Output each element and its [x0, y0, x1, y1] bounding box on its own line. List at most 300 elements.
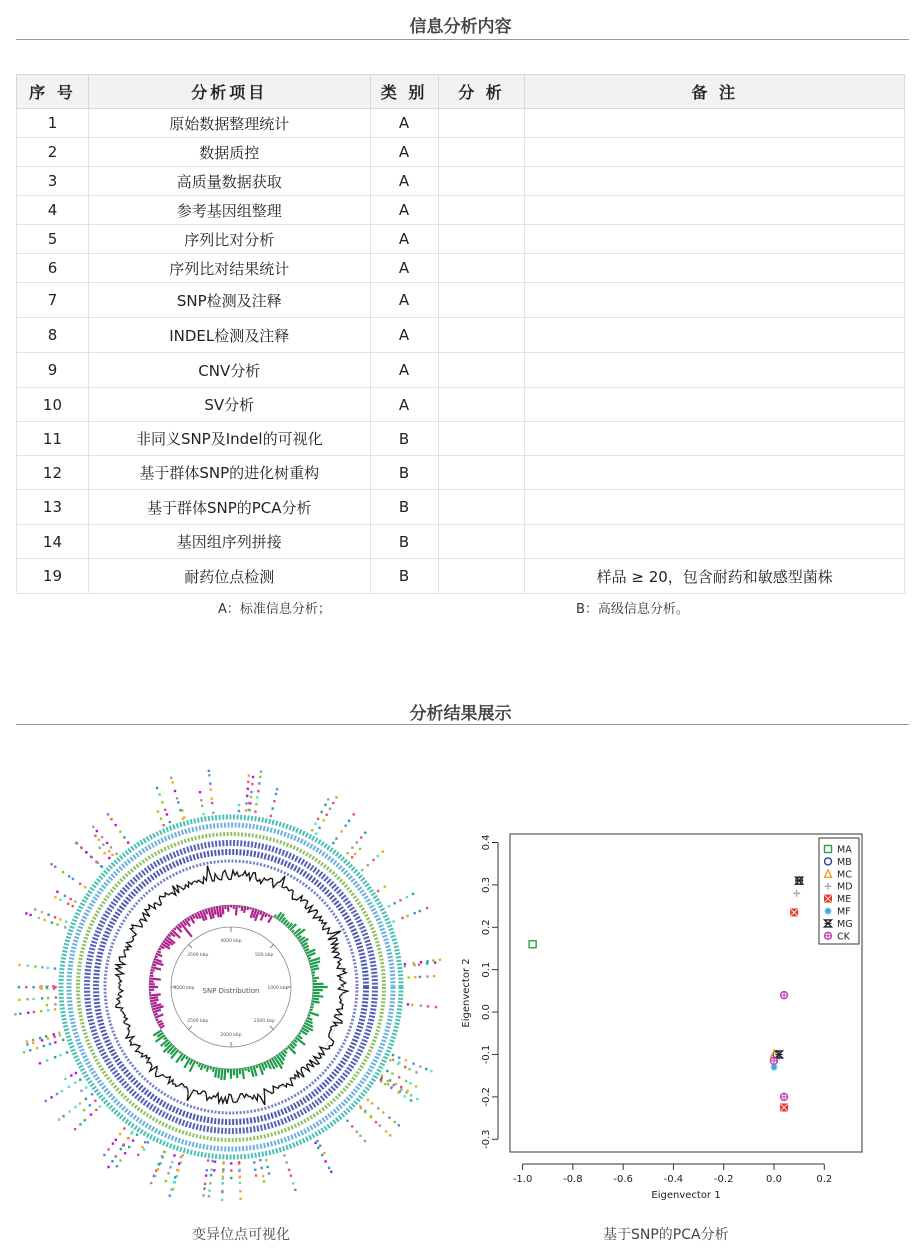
gc-skew-bar: [149, 978, 160, 979]
table-row: [17, 138, 905, 167]
variant-site-dot: [388, 905, 390, 907]
variant-site-dot: [367, 1099, 369, 1101]
table-row: [17, 283, 905, 318]
variant-site-dot: [127, 1137, 129, 1139]
variant-site-dot: [27, 1012, 29, 1014]
cell-note: [525, 138, 905, 167]
variant-site-dot: [159, 1162, 161, 1164]
table-row: [17, 490, 905, 525]
scale-tick-label: 2000 kbp: [220, 1033, 242, 1038]
variant-site-dot: [32, 998, 34, 1000]
cell-category: B: [370, 490, 438, 525]
scale-tick-label: 1000 kbp: [267, 986, 289, 991]
cell-note: [525, 167, 905, 196]
point-md: [793, 890, 800, 897]
variant-site-dot: [252, 776, 254, 778]
legend-label: CK: [837, 931, 850, 943]
variant-site-dot: [413, 964, 415, 966]
variant-site-dot: [27, 965, 29, 967]
variant-site-dot: [95, 1109, 97, 1111]
gc-skew-bar: [305, 949, 309, 951]
variant-site-dot: [372, 859, 374, 861]
variant-site-dot: [33, 1011, 35, 1013]
x-tick-label: -1.0: [512, 1174, 533, 1185]
variant-site-dot: [238, 810, 240, 812]
cell-analysis: [438, 353, 525, 388]
variant-site-dot: [213, 1169, 215, 1171]
table-row: [17, 559, 905, 594]
point-ck: [771, 1057, 778, 1064]
variant-site-dot: [239, 1182, 241, 1184]
variant-site-dot: [112, 1142, 114, 1144]
variant-site-dot: [169, 1166, 171, 1168]
variant-site-dot: [335, 837, 337, 839]
header-category: 类 别: [370, 75, 438, 109]
variant-site-dot: [290, 1174, 292, 1176]
variant-site-dot: [385, 1130, 387, 1132]
header-item: 分析项目: [88, 75, 370, 109]
variant-site-dot: [315, 832, 317, 834]
cell-analysis: [438, 109, 525, 138]
variant-site-dot: [275, 793, 277, 795]
cell-no: 10: [17, 388, 89, 422]
variant-site-dot: [329, 808, 331, 810]
variant-site-dot: [390, 1087, 392, 1089]
variant-site-dot: [273, 800, 275, 802]
cell-no: 14: [17, 525, 89, 559]
variant-site-dot: [239, 1190, 241, 1192]
variant-site-dot: [41, 966, 43, 968]
variant-site-dot: [174, 1176, 176, 1178]
variant-site-dot: [85, 1086, 87, 1088]
cell-item: 参考基因组整理: [88, 196, 370, 225]
variant-site-dot: [356, 1130, 358, 1132]
variant-site-dot: [180, 1156, 182, 1158]
gc-skew-bar: [153, 1010, 161, 1013]
variant-site-dot: [238, 1161, 240, 1163]
variant-site-dot: [74, 1106, 76, 1108]
cell-category: A: [370, 283, 438, 318]
gc-skew-bar: [151, 970, 155, 971]
variant-site-dot: [389, 1059, 391, 1061]
point-me: [791, 909, 798, 916]
variant-site-dot: [32, 1039, 34, 1041]
variant-site-dot: [222, 1170, 224, 1172]
variant-site-dot: [271, 807, 273, 809]
variant-site-dot: [74, 1082, 76, 1084]
variant-site-dot: [54, 916, 56, 918]
variant-site-dot: [43, 919, 45, 921]
cell-analysis: [438, 254, 525, 283]
cell-no: 11: [17, 422, 89, 456]
table-row: [17, 225, 905, 254]
variant-site-dot: [430, 1070, 432, 1072]
table-row: [17, 254, 905, 283]
cell-analysis: [438, 388, 525, 422]
gc-skew-bar: [151, 967, 161, 969]
variant-site-dot: [399, 899, 401, 901]
gc-skew-bar: [284, 1050, 287, 1054]
variant-site-dot: [322, 819, 324, 821]
variant-site-dot: [179, 809, 181, 811]
variant-site-dot: [84, 1119, 86, 1121]
variant-site-dot: [230, 1177, 232, 1179]
variant-site-dot: [156, 787, 158, 789]
table-row: [17, 196, 905, 225]
variant-site-dot: [328, 1167, 330, 1169]
variant-site-dot: [238, 1168, 240, 1170]
variant-site-dot: [371, 1102, 373, 1104]
variant-site-dot: [72, 905, 74, 907]
variant-site-dot: [410, 1099, 412, 1101]
gc-skew-bar: [247, 907, 248, 910]
variant-site-dot: [415, 1085, 417, 1087]
cell-note: [525, 109, 905, 138]
variant-site-dot: [392, 920, 394, 922]
variant-site-dot: [330, 1171, 332, 1173]
variant-site-dot: [200, 799, 202, 801]
cell-item: SV分析: [88, 388, 370, 422]
variant-site-dot: [270, 815, 272, 817]
variant-site-dot: [160, 818, 162, 820]
variant-site-dot: [64, 1078, 66, 1080]
header-no: 序 号: [17, 75, 89, 109]
legend-label: MF: [837, 906, 851, 918]
variant-site-dot: [111, 854, 113, 856]
cell-note: [525, 490, 905, 525]
gc-skew-bar: [154, 1014, 158, 1015]
variant-site-dot: [211, 797, 213, 799]
variant-site-dot: [317, 818, 319, 820]
variant-site-dot: [127, 841, 129, 843]
variant-site-dot: [260, 771, 262, 773]
variant-site-dot: [416, 1098, 418, 1100]
cell-note: [525, 456, 905, 490]
gc-skew-bar: [193, 915, 195, 919]
legend-label: MD: [837, 881, 853, 893]
variant-site-dot: [247, 788, 249, 790]
variant-site-dot: [62, 1115, 64, 1117]
variant-site-dot: [208, 1195, 210, 1197]
variant-site-dot: [123, 1127, 125, 1129]
gc-skew-bar: [151, 1003, 157, 1004]
variant-site-dot: [239, 1176, 241, 1178]
variant-site-dot: [141, 1146, 143, 1148]
variant-site-dot: [47, 997, 49, 999]
variant-site-dot: [404, 965, 406, 967]
variant-site-dot: [182, 818, 184, 820]
variant-site-dot: [154, 1175, 156, 1177]
gc-skew-bar: [206, 909, 208, 914]
variant-site-dot: [389, 1079, 391, 1081]
pca-scatter-plot: [455, 812, 885, 1232]
variant-site-dot: [250, 791, 252, 793]
variant-site-dot: [101, 865, 103, 867]
variant-site-dot: [420, 1004, 422, 1006]
variant-site-dot: [162, 1156, 164, 1158]
variant-site-dot: [360, 836, 362, 838]
variant-site-dot: [68, 1086, 70, 1088]
variant-site-dot: [62, 1039, 64, 1041]
cell-item: 耐药位点检测: [88, 559, 370, 594]
variant-site-dot: [356, 841, 358, 843]
variant-site-dot: [201, 805, 203, 807]
gc-skew-bar: [299, 1033, 301, 1034]
legend-label: MB: [837, 856, 852, 868]
variant-site-dot: [254, 1169, 256, 1171]
variant-site-dot: [283, 1154, 285, 1156]
variant-site-dot: [285, 1161, 287, 1163]
cell-category: A: [370, 353, 438, 388]
variant-site-dot: [173, 1181, 175, 1183]
variant-site-dot: [398, 1061, 400, 1063]
variant-site-dot: [169, 1194, 171, 1196]
gc-skew-bar: [205, 1065, 206, 1068]
gc-skew-bar: [218, 1068, 219, 1078]
variant-site-dot: [411, 1004, 413, 1006]
table-row: [17, 388, 905, 422]
variant-site-dot: [58, 1032, 60, 1034]
variant-site-dot: [114, 824, 116, 826]
variant-site-dot: [97, 862, 99, 864]
variant-site-dot: [208, 1189, 210, 1191]
variant-site-dot: [377, 890, 379, 892]
variant-site-dot: [346, 852, 348, 854]
variant-site-dot: [364, 832, 366, 834]
table-header-row: [17, 75, 905, 109]
variant-site-dot: [65, 921, 67, 923]
cell-no: 1: [17, 109, 89, 138]
cell-note: [525, 422, 905, 456]
cell-no: 8: [17, 318, 89, 353]
variant-site-dot: [59, 1034, 61, 1036]
variant-site-dot: [380, 1080, 382, 1082]
table-row: [17, 456, 905, 490]
x-axis-label: Eigenvector 1: [651, 1190, 721, 1201]
variant-site-dot: [62, 871, 64, 873]
variant-site-dot: [53, 1036, 55, 1038]
y-axis-label: Eigenvector 2: [461, 958, 472, 1028]
x-tick-label: 0.2: [816, 1174, 833, 1185]
gc-skew-bar: [157, 951, 160, 953]
variant-site-dot: [90, 1113, 92, 1115]
gc-skew-bar: [221, 1069, 222, 1080]
variant-site-dot: [49, 1043, 51, 1045]
variant-site-dot: [208, 774, 210, 776]
variant-site-dot: [439, 959, 441, 961]
variant-site-dot: [364, 1140, 366, 1142]
variant-site-dot: [214, 1161, 216, 1163]
variant-site-dot: [212, 812, 214, 814]
variant-site-dot: [335, 796, 337, 798]
variant-site-dot: [103, 852, 105, 854]
variant-site-dot: [340, 830, 342, 832]
variant-site-dot: [359, 848, 361, 850]
gc-skew-bar: [188, 917, 190, 920]
variant-site-dot: [314, 1142, 316, 1144]
scale-tick-label: 1500 kbp: [253, 1019, 275, 1025]
gc-skew-bar: [160, 946, 164, 948]
variant-site-dot: [165, 1180, 167, 1182]
variant-site-dot: [240, 1197, 242, 1199]
variant-site-dot: [388, 1117, 390, 1119]
variant-site-dot: [433, 975, 435, 977]
point-ma-part: [529, 941, 536, 948]
gc-skew-bar: [201, 1064, 203, 1070]
cell-analysis: [438, 318, 525, 353]
point-ma: [529, 941, 536, 948]
variant-site-dot: [59, 1054, 61, 1056]
variant-site-dot: [119, 1159, 121, 1161]
variant-site-dot: [54, 896, 56, 898]
variant-site-dot: [230, 1169, 232, 1171]
variant-site-dot: [106, 842, 108, 844]
gc-skew-bar: [286, 1048, 288, 1050]
x-tick-label: -0.4: [663, 1174, 684, 1185]
variant-site-dot: [251, 783, 253, 785]
cell-item: 基于群体SNP的PCA分析: [88, 490, 370, 525]
variant-site-dot: [29, 1049, 31, 1051]
cell-category: A: [370, 196, 438, 225]
gc-skew-bar: [217, 906, 219, 917]
variant-site-dot: [222, 1182, 224, 1184]
variant-site-dot: [332, 802, 334, 804]
cell-analysis: [438, 225, 525, 254]
variant-site-dot: [115, 1155, 117, 1157]
cell-item: 基因组序列拼接: [88, 525, 370, 559]
gc-skew-bar: [178, 924, 181, 928]
variant-site-dot: [405, 1059, 407, 1061]
variant-site-dot: [150, 1182, 152, 1184]
variant-site-dot: [59, 899, 61, 901]
variant-site-dot: [386, 1080, 388, 1082]
variant-site-dot: [407, 1003, 409, 1005]
scale-tick: [270, 945, 274, 949]
variant-site-dot: [381, 1077, 383, 1079]
cell-item: SNP检测及注释: [88, 283, 370, 318]
cell-category: B: [370, 525, 438, 559]
gc-skew-bar: [210, 1067, 211, 1070]
variant-site-dot: [257, 790, 259, 792]
variant-site-dot: [263, 1180, 265, 1182]
circos-plot: [10, 762, 450, 1222]
footnote-b: B：高级信息分析。: [576, 602, 689, 617]
header-analysis: 分 析: [438, 75, 525, 109]
variant-site-dot: [425, 1068, 427, 1070]
variant-site-dot: [250, 796, 252, 798]
variant-site-dot: [238, 804, 240, 806]
variant-site-dot: [346, 1120, 348, 1122]
variant-site-dot: [169, 821, 171, 823]
variant-site-dot: [414, 976, 416, 978]
variant-site-dot: [46, 1059, 48, 1061]
cell-note: [525, 525, 905, 559]
variant-site-dot: [389, 1134, 391, 1136]
cell-note: [525, 254, 905, 283]
variant-site-dot: [246, 795, 248, 797]
variant-site-dot: [167, 1172, 169, 1174]
variant-site-dot: [398, 1056, 400, 1058]
variant-site-dot: [211, 1160, 213, 1162]
variant-site-dot: [85, 1098, 87, 1100]
variant-site-dot: [34, 965, 36, 967]
scale-tick-label: 4000 kbp: [220, 939, 242, 944]
gc-skew-bar: [245, 1068, 246, 1071]
variant-site-dot: [46, 1004, 48, 1006]
variant-site-dot: [321, 1154, 323, 1156]
x-tick-label: -0.6: [613, 1174, 633, 1185]
variant-site-dot: [248, 802, 250, 804]
variant-site-dot: [221, 1199, 223, 1201]
variant-site-dot: [98, 838, 100, 840]
cell-no: 13: [17, 490, 89, 525]
variant-site-dot: [98, 847, 100, 849]
variant-site-dot: [47, 914, 49, 916]
variant-site-dot: [41, 911, 43, 913]
cell-category: A: [370, 254, 438, 283]
variant-site-dot: [74, 1128, 76, 1130]
variant-site-dot: [80, 1090, 82, 1092]
variant-site-dot: [34, 908, 36, 910]
variant-site-dot: [108, 850, 110, 852]
scale-tick-label: 3500 kbp: [187, 952, 209, 958]
gc-skew-bar: [160, 1026, 164, 1028]
cell-analysis: [438, 283, 525, 318]
gc-skew-bar: [256, 1065, 257, 1068]
variant-site-dot: [72, 878, 74, 880]
gc-skew-bar: [294, 1040, 297, 1043]
variant-site-dot: [54, 1008, 56, 1010]
variant-site-dot: [54, 866, 56, 868]
variant-site-dot: [351, 1125, 353, 1127]
variant-site-dot: [262, 1175, 264, 1177]
variant-site-dot: [434, 961, 436, 963]
variant-site-dot: [311, 829, 313, 831]
variant-site-dot: [319, 1145, 321, 1147]
table-row: [17, 109, 905, 138]
variant-site-dot: [359, 1135, 361, 1137]
legend-marker-ck: [825, 932, 832, 939]
variant-site-dot: [209, 782, 211, 784]
variant-site-dot: [353, 813, 355, 815]
table-row: [17, 353, 905, 388]
variant-site-dot: [210, 788, 212, 790]
gc-skew-bar: [313, 978, 320, 979]
variant-site-dot: [166, 813, 168, 815]
variant-site-dot: [119, 831, 121, 833]
gc-skew-bar: [220, 906, 222, 917]
cell-no: 6: [17, 254, 89, 283]
variant-site-dot: [18, 964, 20, 966]
gc-skew-bar: [297, 936, 301, 939]
gc-skew-bar: [150, 997, 158, 998]
variant-site-dot: [79, 1123, 81, 1125]
variant-site-dot: [47, 1009, 49, 1011]
variant-site-dot: [204, 1183, 206, 1185]
variant-site-dot: [55, 996, 57, 998]
y-tick-label: -0.2: [481, 1087, 492, 1107]
variant-site-dot: [361, 869, 363, 871]
variant-site-dot: [170, 777, 172, 779]
variant-site-dot: [54, 1056, 56, 1058]
cell-analysis: [438, 456, 525, 490]
gc-skew-bar: [307, 1018, 312, 1020]
variant-site-dot: [67, 903, 69, 905]
variant-site-dot: [89, 1104, 91, 1106]
gc-skew-bar: [150, 973, 153, 974]
gc-skew-bar: [184, 1058, 190, 1068]
gc-skew-bar: [150, 1000, 158, 1001]
